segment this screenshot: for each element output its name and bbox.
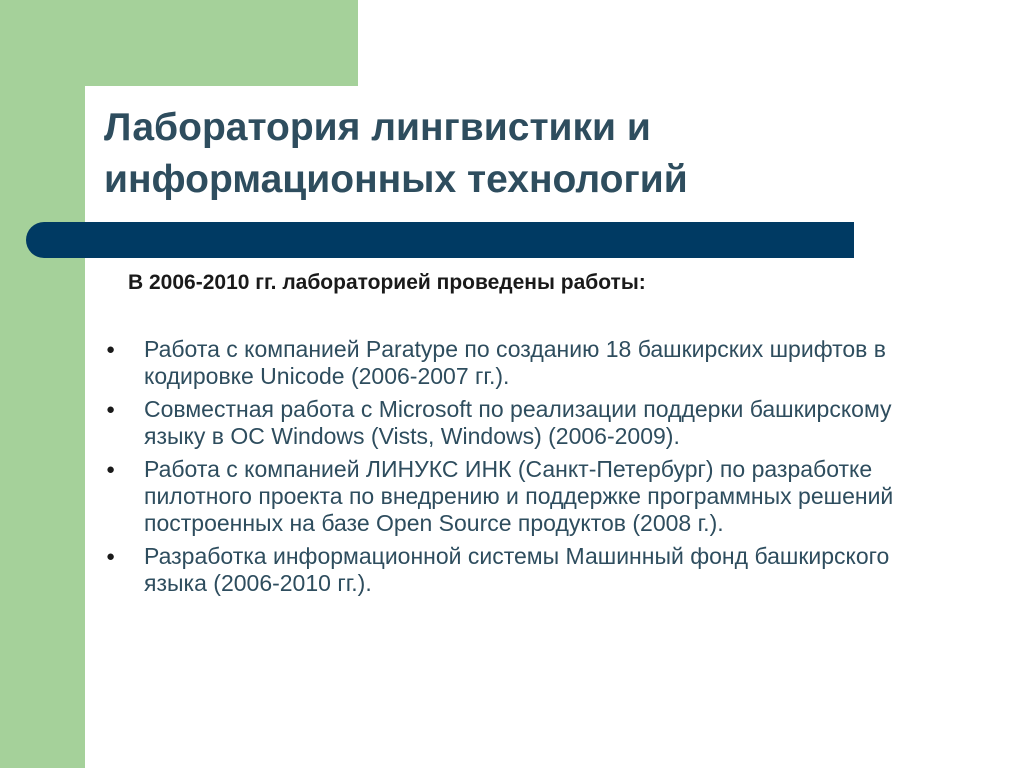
bullet-item — [104, 396, 944, 450]
slide-subtitle: В 2006-2010 гг. лабораторией проведены работы: — [128, 271, 646, 294]
bullet-item — [104, 456, 944, 537]
bullet-item — [104, 543, 944, 597]
bullet-text: Работа с компанией ЛИНУКС ИНК (Санкт-Петербург) по разработке пилотного проекта по внедрению и поддержке программных решений построенных на базе Open Source продуктов (2008 г.). — [144, 456, 894, 536]
bullet-dot-icon: ● — [106, 461, 116, 478]
bullet-text: Совместная работа с Microsoft по реализации поддерки башкирскому языку в ОС Windows (Vists, Windows) (2006-2009). — [144, 396, 892, 449]
bullet-dot-icon: ● — [106, 548, 116, 565]
title-line: Лаборатория лингвистики и — [104, 106, 651, 149]
bullet-dot-icon: ● — [106, 401, 116, 418]
bullet-text: Работа с компанией Paratype по созданию 18 башкирских шрифтов в кодировке Unicode (2006-2007 гг.). — [144, 336, 887, 389]
title-underline-bar — [26, 222, 854, 258]
title-line: информационных технологий — [104, 158, 688, 201]
bullet-list — [104, 336, 944, 603]
bullet-item — [104, 336, 944, 390]
bullet-dot-icon: ● — [106, 341, 116, 358]
bullet-text: Разработка информационной системы Машинный фонд башкирского языка (2006-2010 гг.). — [144, 543, 890, 596]
green-top-band — [0, 0, 358, 86]
green-side-band — [0, 0, 85, 768]
slide-title — [104, 102, 984, 206]
